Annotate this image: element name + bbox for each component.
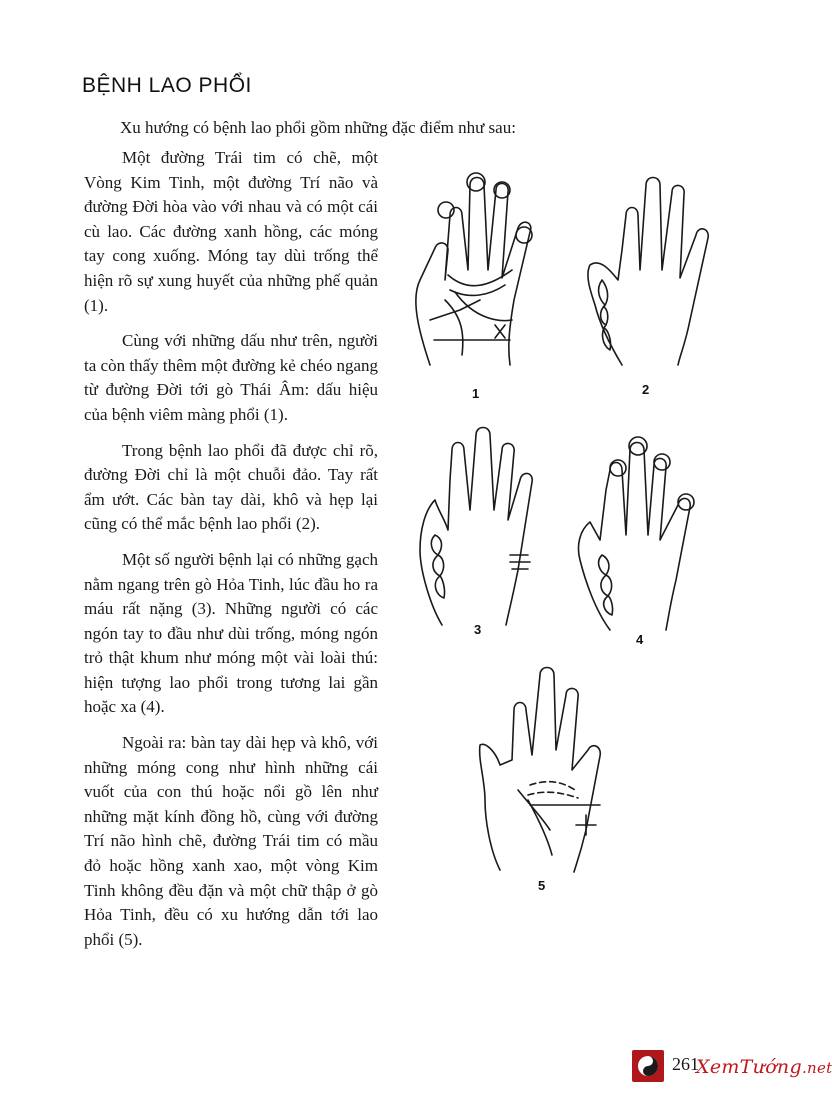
page-footer bbox=[632, 1050, 832, 1086]
text-column bbox=[84, 146, 378, 963]
watermark-main: XemTướng bbox=[696, 1056, 802, 1078]
figure-label-1: 1 bbox=[472, 386, 480, 401]
paragraph-1: Một đường Trái tim có chẽ, một Vòng Kim Tinh, một đường Trí não và đường Đời hòa vào với nhau và có một cái cù lao. Các đường xanh hồng, các móng tay cong xuống. Móng tay dùi trống thể hiện rõ sự xung huyết của những phế quản (1). bbox=[84, 148, 378, 315]
figure-label-2: 2 bbox=[642, 382, 650, 397]
hand-figure-3 bbox=[420, 428, 532, 626]
paragraph-3: Trong bệnh lao phổi đã được chỉ rõ, đường Đời chỉ là một chuỗi đảo. Tay rất ẩm ướt. Các bàn tay dài, khô và hẹp lại cũng có thể mắc bệnh lao phổi (2). bbox=[84, 440, 378, 534]
hand-figure-4 bbox=[578, 437, 694, 630]
hand-figure-5 bbox=[480, 668, 601, 873]
figure-label-4: 4 bbox=[636, 632, 644, 647]
page-title: BỆNH LAO PHỔI bbox=[82, 74, 252, 97]
paragraph-5: Ngoài ra: bàn tay dài hẹp và khô, với những móng cong như hình những cái vuốt của con thú hoặc nổi gồ lên như những mặt kính đồng hồ, cùng với đường Trí não hình chẽ, đường Trái tim có mầu đỏ hoặc hồng xanh xao, một vòng Kim Tinh không đều đặn và một chữ thập ở gò Hỏa Tinh, đều có xu hướng dẫn tới lao phổi (5). bbox=[84, 733, 378, 949]
figure-label-3: 3 bbox=[474, 622, 482, 637]
watermark bbox=[696, 1056, 832, 1078]
hand-figure-1 bbox=[416, 173, 532, 365]
yin-yang-icon bbox=[632, 1050, 664, 1082]
paragraph-2: Cùng với những dấu như trên, người ta còn thấy thêm một đường kẻ chéo ngang từ đường Đời tới gò Thái Âm: dấu hiệu của bệnh viêm màng phổi (1). bbox=[84, 331, 378, 424]
figure-label-5: 5 bbox=[538, 878, 546, 893]
hand-figure-2 bbox=[588, 178, 708, 366]
paragraph-4: Một số người bệnh lại có những gạch nằm ngang trên gò Hỏa Tinh, lúc đầu ho ra máu rất nặng (3). Những người có các ngón tay to đầu như dùi trống, móng ngón trỏ thật khum như móng một vài loài thú: hiện tượng lao phổi trong tương lai gần hoặc xa (4). bbox=[84, 549, 378, 717]
hand-illustrations bbox=[390, 150, 730, 900]
page-number: 261 bbox=[672, 1054, 699, 1074]
intro-line: Xu hướng có bệnh lao phổi gồm những đặc điểm như sau: bbox=[120, 118, 516, 137]
watermark-tld: .net bbox=[801, 1059, 832, 1077]
